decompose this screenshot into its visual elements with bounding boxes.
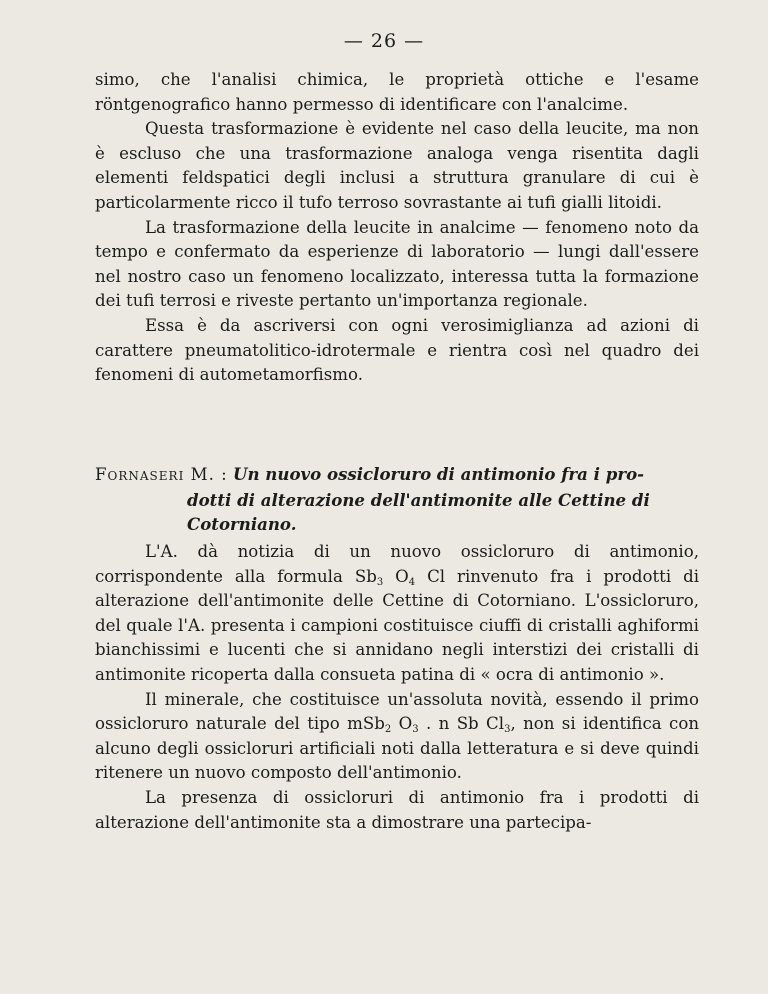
text-segment: Il minerale, che costituisce un'assoluta novità, essendo il primo ossicloruro naturale del tipo mSb bbox=[95, 689, 699, 734]
abstract-body bbox=[95, 540, 699, 835]
abstract-title-line-2: dotti di alterazione dell'antimonite alle Cettine di bbox=[187, 489, 650, 510]
subscript: 2 bbox=[384, 724, 392, 736]
abstract-title-line-1: Un nuovo ossicloruro di antimonio fra i pro- bbox=[233, 464, 645, 484]
top-text-block bbox=[95, 68, 699, 388]
paragraph-autometamorfismo: Essa è da ascriversi con ogni verosimiglianza ad azioni di carattere pneumatolitico-idrotermale e rientra così nel quadro dei fenomeni di autometamorfismo. bbox=[95, 315, 699, 385]
page-number: — 26 — bbox=[343, 30, 425, 52]
text-segment: Cl rinvenuto fra i prodotti di alterazione dell'antimonite delle Cettine di Cotorniano. L'ossicloruro, del quale l'A. presenta i campioni costituisce ciuffi di cristalli aghiformi bianchissimi e lucenti che si annidano negli interstizi dei cristalli di antimonite ricoperta dalla consueta patina di « ocra di antimonio ». bbox=[95, 566, 700, 684]
subscript: 4 bbox=[408, 576, 416, 588]
paragraph-mineral-novelty bbox=[95, 688, 699, 786]
paragraph-continuation: simo, che l'analisi chimica, le proprietà ottiche e l'esame röntgenografico hanno permesso di identificare con l'analcime. bbox=[95, 70, 699, 114]
text-segment: . n Sb Cl bbox=[418, 714, 505, 734]
text-segment: O bbox=[383, 566, 409, 586]
abstract-heading bbox=[95, 462, 699, 537]
paragraph-presence: La presenza di ossicloruri di antimonio fra i prodotti di alterazione dell'antimonite sta a dimostrare una partecipa- bbox=[95, 787, 699, 832]
subscript: 3 bbox=[412, 724, 419, 736]
paragraph-new-oxychloride bbox=[95, 540, 699, 688]
paragraph-analcime: La trasformazione della leucite in analcime — fenomeno noto da tempo e confermato da esperienze di laboratorio — lungi dall'essere nel nostro caso un fenomeno localizzato, interessa tutta la formazione dei tufi terrosi e riveste pertanto un'importanza regionale. bbox=[95, 217, 699, 311]
text-segment: O bbox=[391, 714, 413, 734]
paragraph-leucite: Questa trasformazione è evidente nel caso della leucite, ma non è escluso che una trasformazione analoga venga risentita dagli elementi feldspatici degli inclusi a struttura granulare di cui è particolarmente ricco il tufo terroso sovrastante ai tufi gialli litoidi. bbox=[95, 119, 699, 212]
subscript: 3 bbox=[376, 576, 384, 588]
text-segment: , non si identifica con alcuno degli ossicloruri artificiali noti dalla letteratura e si deve quindi ritenere un nuovo composto dell'antimonio. bbox=[95, 714, 700, 783]
abstract-title-line-3: Cotorniano. bbox=[187, 514, 297, 535]
text-segment: L'A. dà notizia di un nuovo ossicloruro di antimonio, corrispondente alla formula Sb bbox=[95, 542, 699, 586]
subscript: 3 bbox=[504, 724, 511, 736]
abstract-author: Fornaseri M. : bbox=[95, 465, 228, 484]
